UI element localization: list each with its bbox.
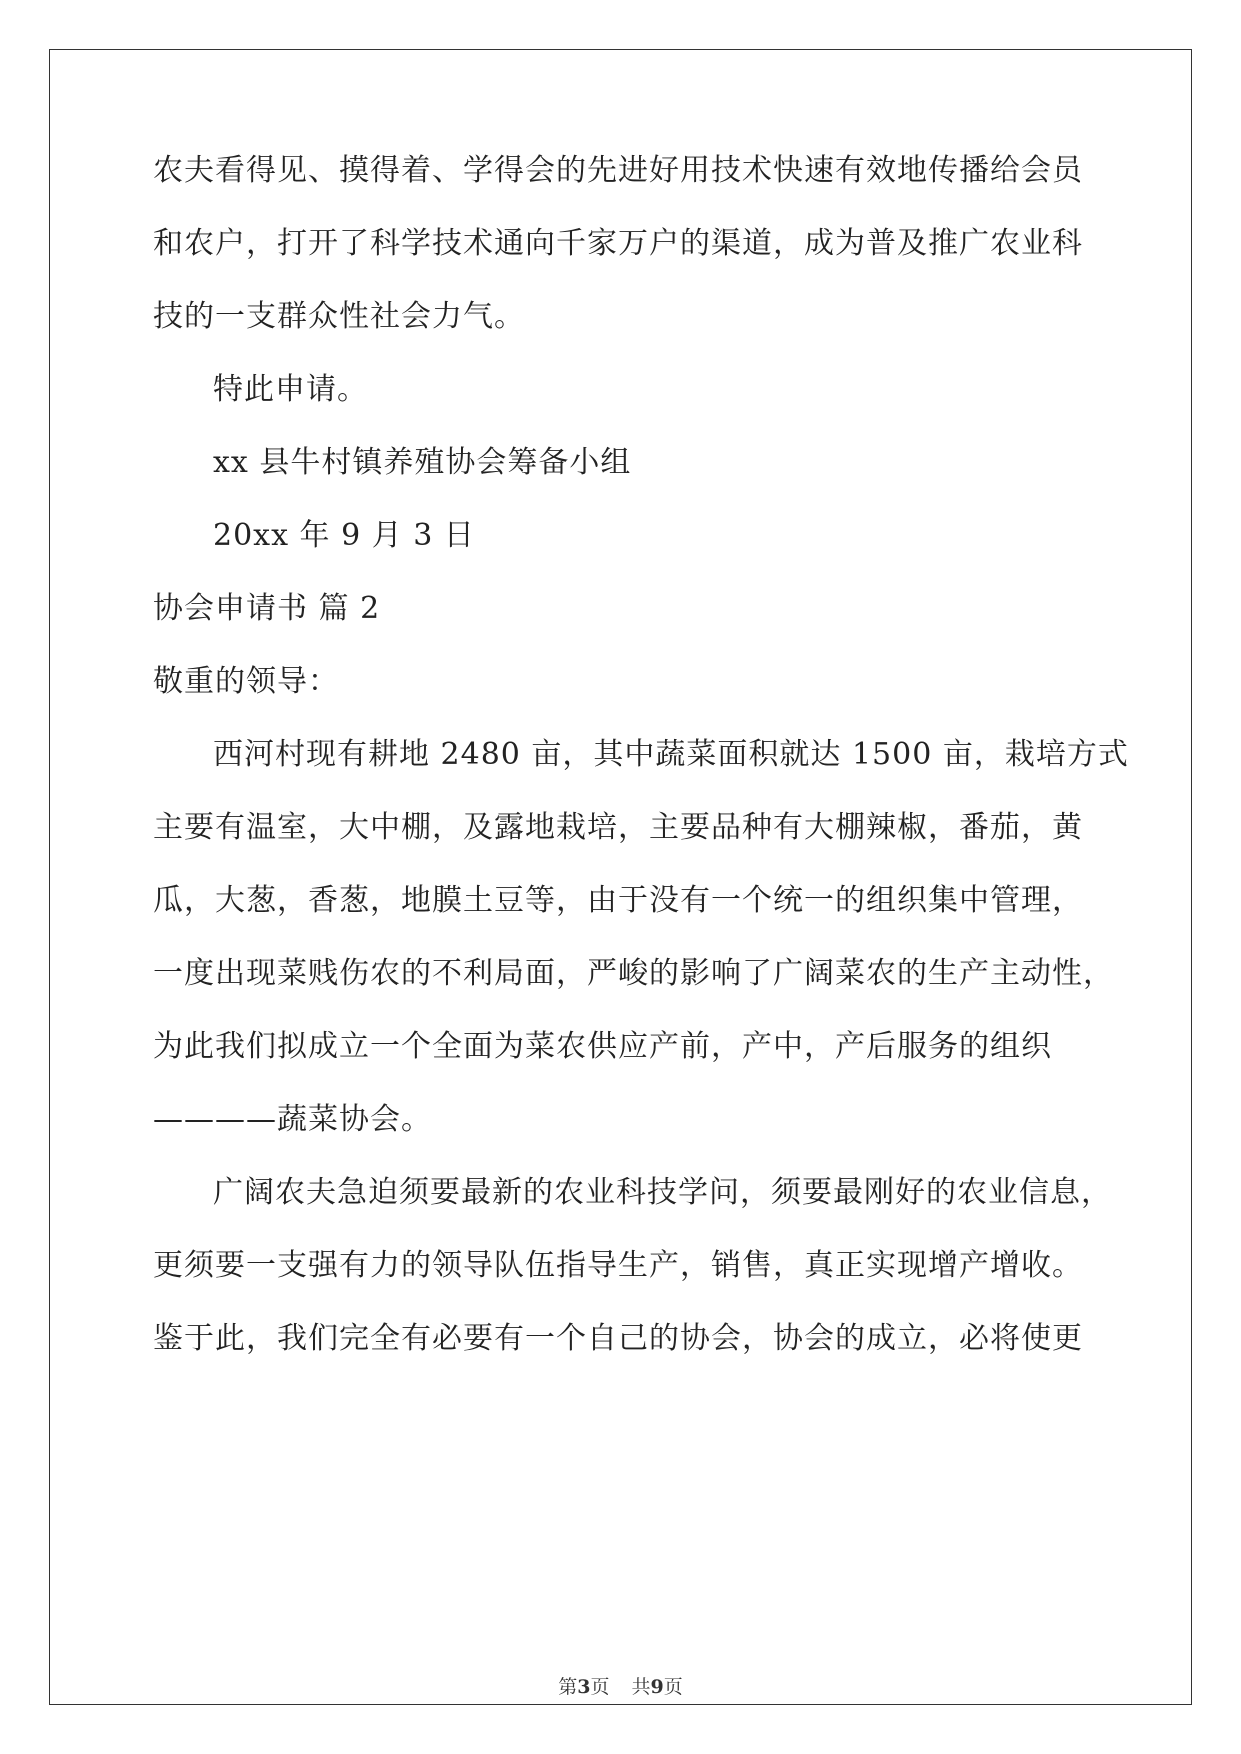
paragraph-line: ————蔬菜协会。 (153, 1102, 432, 1137)
paragraph-line: 广阔农夫急迫须要最新的农业科技学问，须要最刚好的农业信息， (213, 1175, 1112, 1210)
paragraph-line: 农夫看得见、摸得着、学得会的先进好用技术快速有效地传播给会员 (153, 153, 1083, 188)
paragraph-line: 西河村现有耕地 2480 亩，其中蔬菜面积就达 1500 亩，栽培方式 (213, 737, 1129, 772)
page-number: 第3页 (558, 1676, 610, 1698)
paragraph-line: 和农户，打开了科学技术通向千家万户的渠道，成为普及推广农业科 (153, 226, 1083, 261)
paragraph-line: 鉴于此，我们完全有必要有一个自己的协会，协会的成立，必将使更 (153, 1321, 1083, 1356)
paragraph-line: 主要有温室，大中棚，及露地栽培，主要品种有大棚辣椒，番茄，黄 (153, 810, 1083, 845)
salutation: 敬重的领导： (153, 664, 339, 699)
paragraph-line: 更须要一支强有力的领导队伍指导生产，销售，真正实现增产增收。 (153, 1248, 1083, 1283)
page-footer (0, 1672, 1241, 1699)
paragraph-line: 瓜，大葱，香葱，地膜土豆等，由于没有一个统一的组织集中管理， (153, 883, 1083, 918)
paragraph-line: 为此我们拟成立一个全面为菜农供应产前，产中，产后服务的组织 (153, 1029, 1052, 1064)
date-line: 20xx 年 9 月 3 日 (213, 518, 475, 553)
paragraph-line: 技的一支群众性社会力气。 (153, 299, 525, 334)
paragraph-line: 一度出现菜贱伤农的不利局面，严峻的影响了广阔菜农的生产主动性， (153, 956, 1114, 991)
closing-line: 特此申请。 (213, 372, 368, 407)
signature-line: xx 县牛村镇养殖协会筹备小组 (213, 445, 632, 480)
section-heading: 协会申请书 篇 2 (153, 591, 381, 626)
page-total: 共9页 (631, 1676, 683, 1698)
